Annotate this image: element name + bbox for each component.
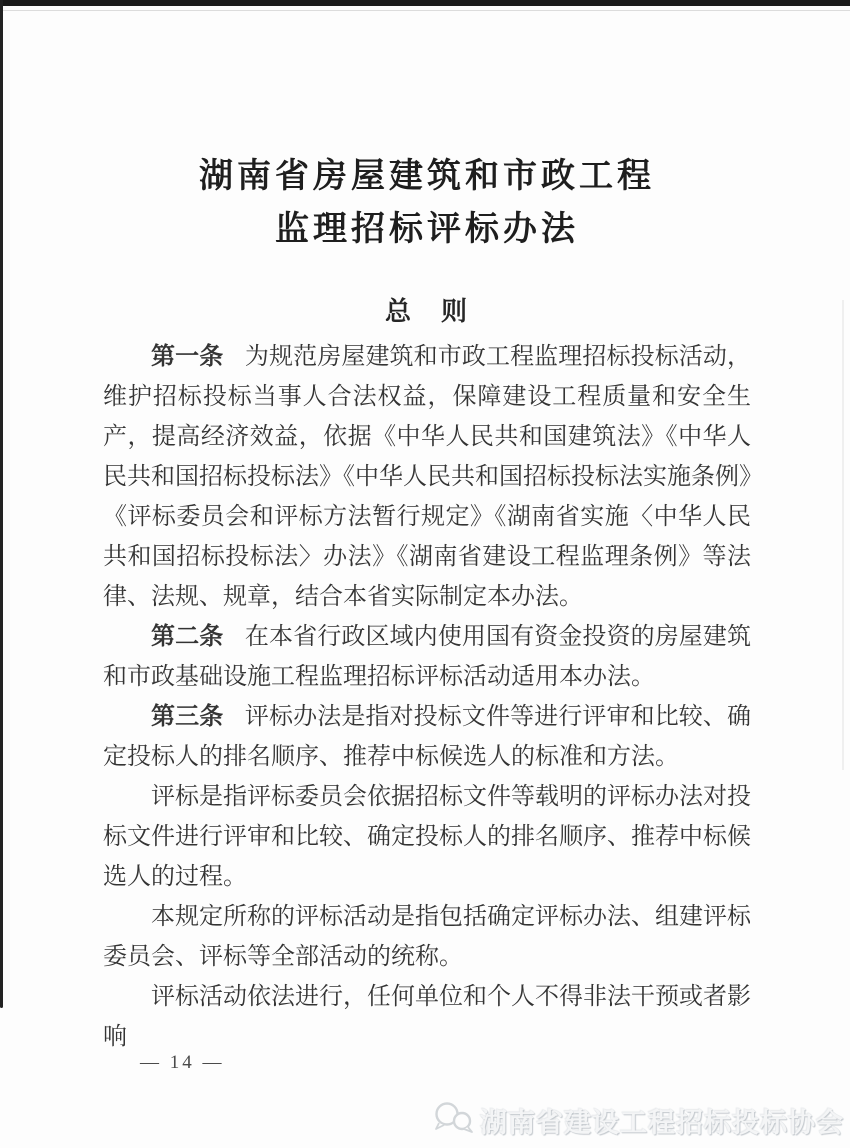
article-3-text: 评标办法是指对投标文件等进行评审和比较、确定投标人的排名顺序、推荐中标候选人的标准和方法。 — [103, 704, 752, 770]
association-watermark-text: 湖南省建设工程招标投标协会 — [480, 1108, 844, 1138]
scan-edge-left — [0, 0, 3, 1008]
article-1-text: 为规范房屋建筑和市政工程监理招标投标活动，维护招标投标当事人合法权益，保障建设工程质量和安全生产，提高经济效益，依据《中华人民共和国建筑法》《中华人民共和国招标投标法》《中华人民共和国招标投标法实施条例》《评标委员会和评标方法暂行规定》《湖南省实施〈中华人民共和国招标投标法〉办法》《湖南省建设工程监理条例》等法律、法规、规章，结合本省实际制定本办法。 — [103, 344, 752, 610]
paragraph-article-3 — [103, 697, 751, 777]
section-heading: 总 则 — [384, 297, 469, 326]
paragraph-6 — [103, 977, 751, 1057]
scan-line-top — [0, 10, 850, 11]
paragraph-article-1 — [103, 337, 751, 617]
scan-edge-top — [0, 0, 850, 6]
paragraph-4 — [103, 777, 751, 897]
paragraph-5 — [103, 897, 751, 977]
page-number: — 14 — — [140, 1052, 225, 1073]
article-3-label: 第三条 — [151, 704, 224, 730]
document-title — [103, 150, 751, 256]
document-title-line-2: 监理招标评标办法 — [275, 211, 579, 248]
paragraph-5-text: 本规定所称的评标活动是指包括确定评标办法、组建评标委员会、评标等全部活动的统称。 — [103, 904, 751, 970]
paragraph-article-2 — [103, 617, 751, 697]
article-1-label: 第一条 — [151, 344, 224, 370]
document-body — [103, 337, 751, 1057]
article-2-text: 在本省行政区域内使用国有资金投资的房屋建筑和市政基础设施工程监理招标评标活动适用本办法。 — [103, 624, 752, 690]
document-title-line-1: 湖南省房屋建筑和市政工程 — [199, 158, 655, 195]
speech-bubbles-logo-icon — [433, 1099, 475, 1142]
scan-line-right — [842, 300, 844, 770]
association-watermark — [433, 1099, 844, 1142]
article-2-label: 第二条 — [151, 624, 224, 650]
paragraph-6-text: 评标活动依法进行，任何单位和个人不得非法干预或者影响 — [103, 984, 751, 1050]
paragraph-4-text: 评标是指评标委员会依据招标文件等载明的评标办法对投标文件进行评审和比较、确定投标人的排名顺序、推荐中标候选人的过程。 — [103, 784, 751, 890]
